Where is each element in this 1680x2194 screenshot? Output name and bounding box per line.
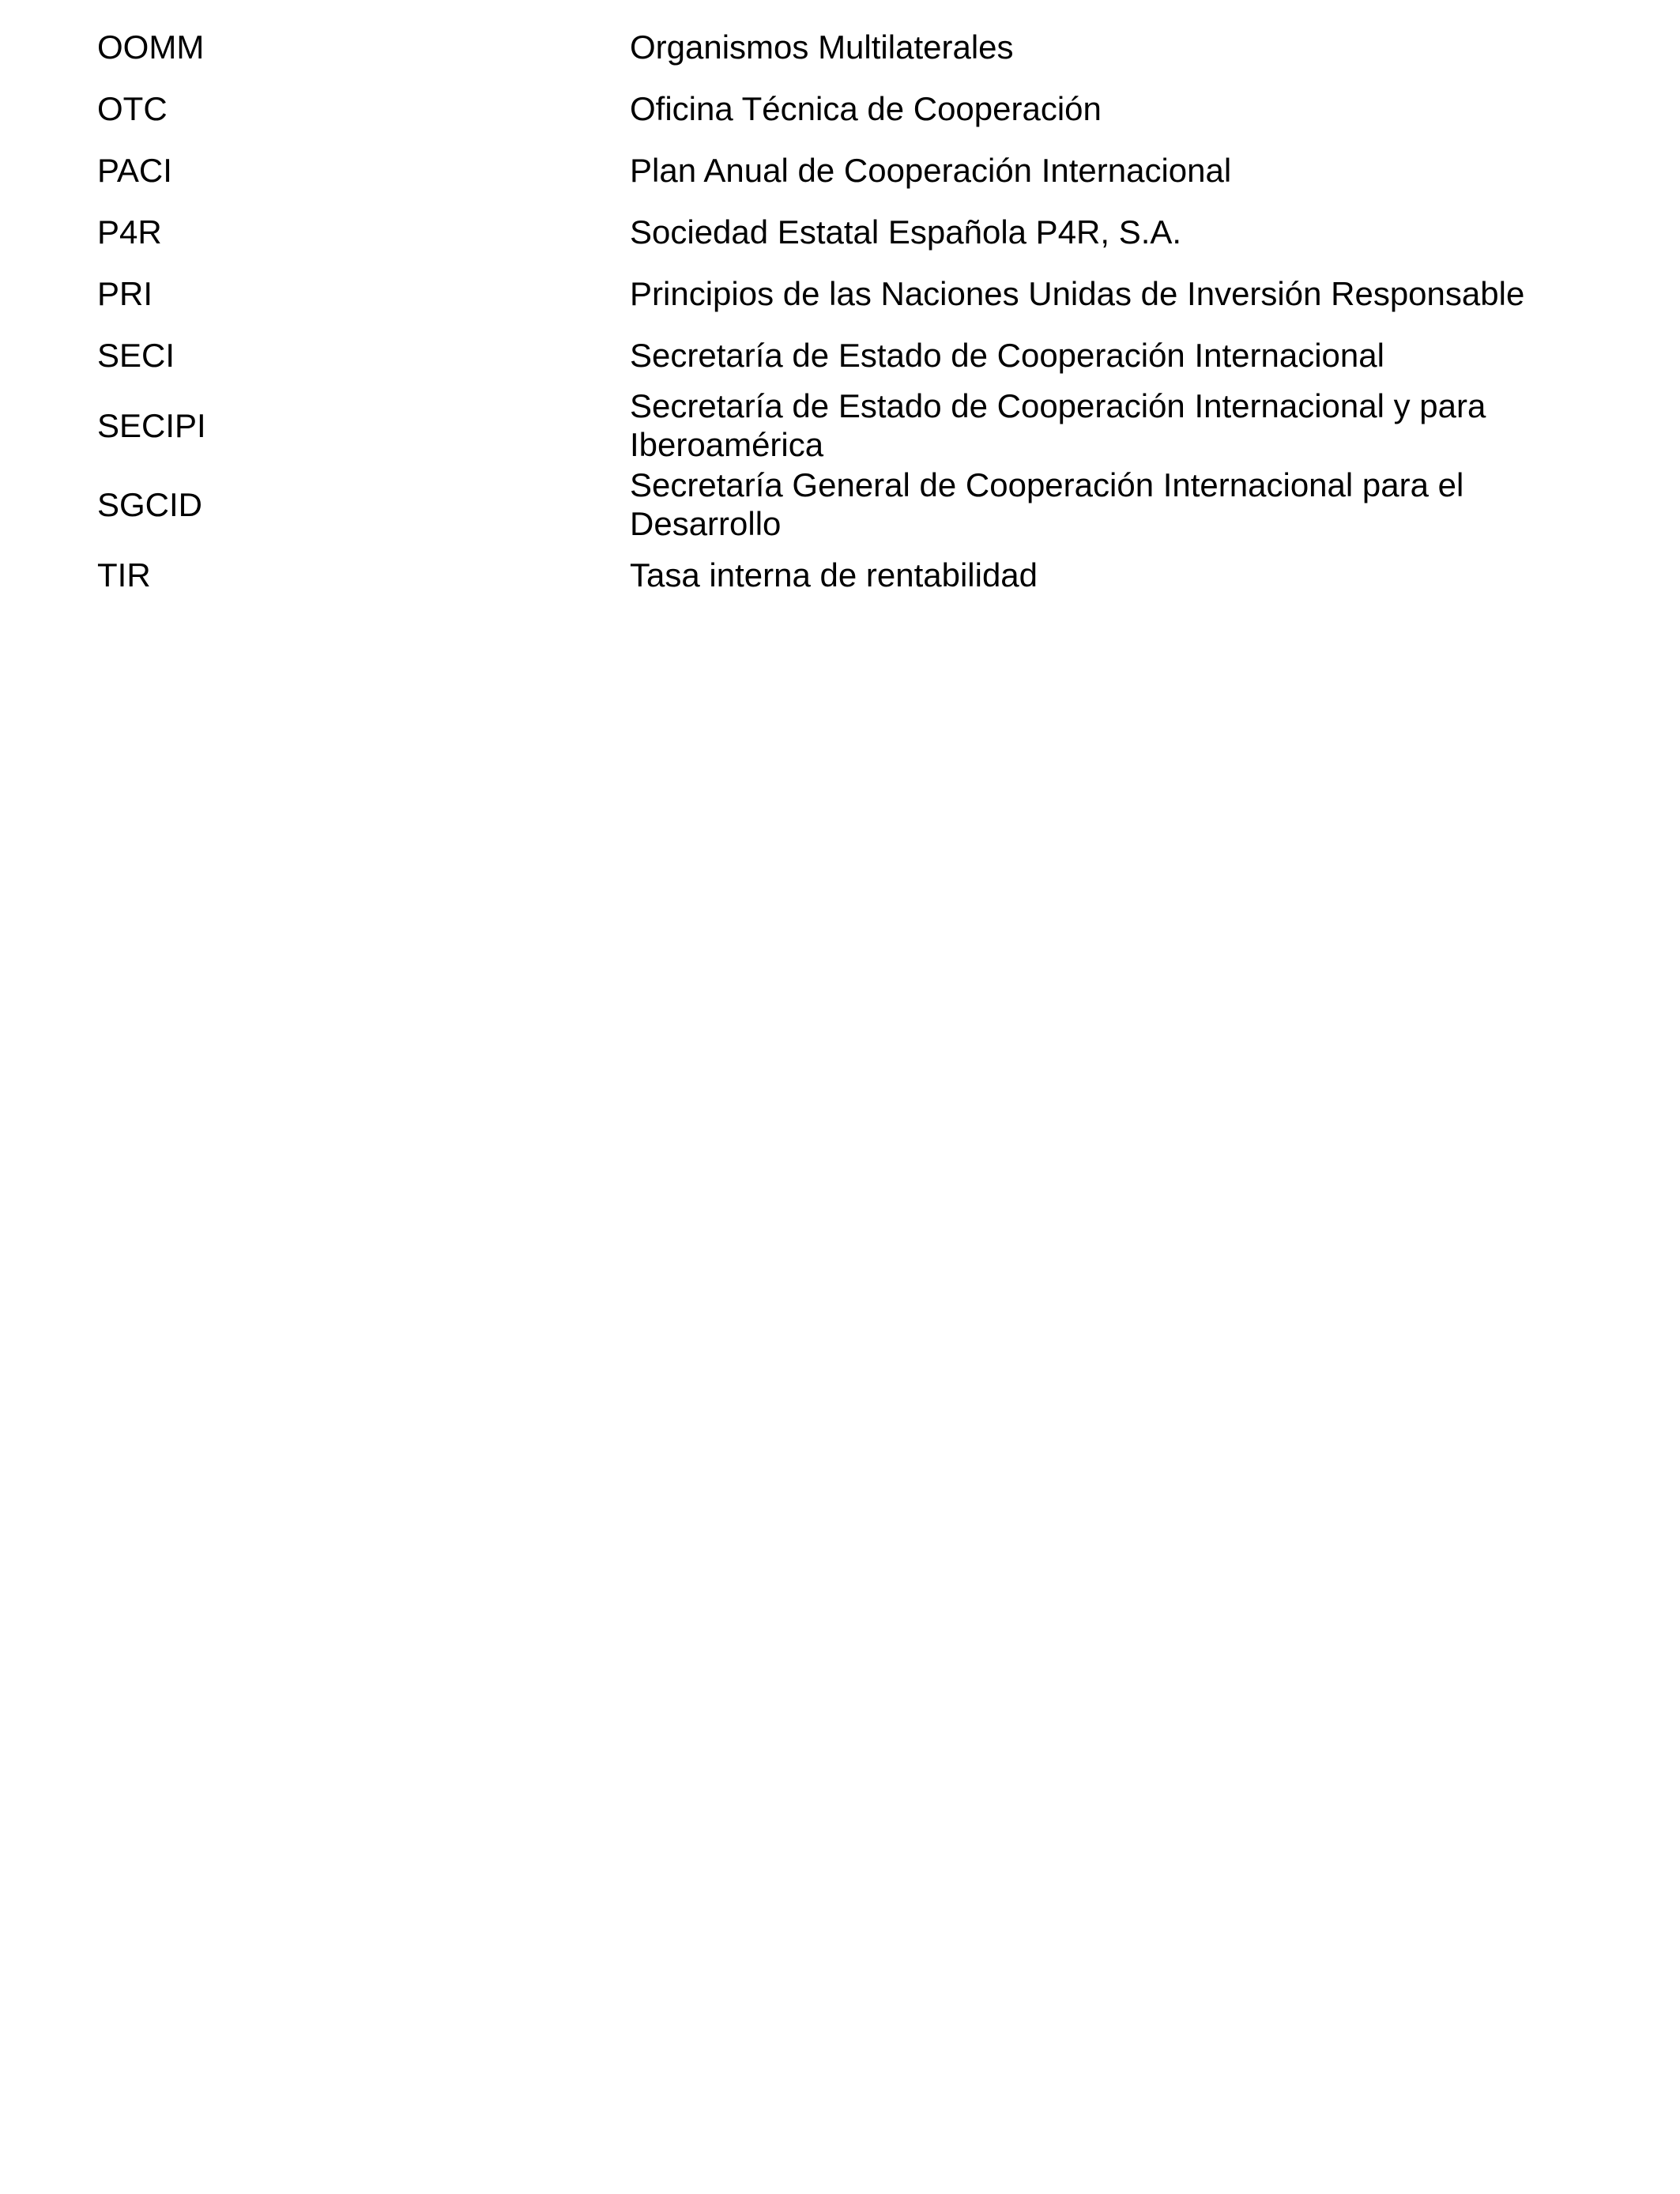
abbreviation-acronym: PACI <box>97 151 172 189</box>
abbreviation-acronym: SGCID <box>97 485 203 523</box>
abbreviation-row <box>97 324 1583 386</box>
abbreviation-meaning: Oficina Técnica de Cooperación <box>630 89 1102 127</box>
abbreviation-row <box>97 201 1583 262</box>
abbreviation-row <box>97 262 1583 324</box>
abbreviation-acronym: OTC <box>97 89 168 127</box>
abbreviation-acronym: PRI <box>97 274 153 312</box>
abbreviation-meaning: Sociedad Estatal Española P4R, S.A. <box>630 213 1182 251</box>
abbreviation-acronym: SECIPI <box>97 406 206 444</box>
abbreviation-meaning: Secretaría General de Cooperación Internacional para el Desarrollo <box>630 466 1464 542</box>
abbreviation-meaning: Plan Anual de Cooperación Internacional <box>630 151 1232 189</box>
abbreviation-row <box>97 465 1583 544</box>
abbreviation-row <box>97 544 1583 605</box>
abbreviation-meaning: Secretaría de Estado de Cooperación Internacional y para Iberoamérica <box>630 387 1486 463</box>
abbreviation-meaning: Secretaría de Estado de Cooperación Internacional <box>630 336 1384 374</box>
abbreviation-acronym: SECI <box>97 336 175 374</box>
abbreviation-meaning: Tasa interna de rentabilidad <box>630 556 1038 594</box>
abbreviation-meaning: Principios de las Naciones Unidas de Inversión Responsable <box>630 274 1525 312</box>
abbreviation-acronym: OOMM <box>97 28 205 66</box>
abbreviation-meaning: Organismos Multilaterales <box>630 28 1014 66</box>
abbreviations-table <box>97 16 1583 605</box>
abbreviation-acronym: TIR <box>97 556 151 594</box>
abbreviation-row <box>97 386 1583 465</box>
abbreviation-row <box>97 77 1583 139</box>
abbreviation-row <box>97 139 1583 201</box>
abbreviation-acronym: P4R <box>97 213 162 251</box>
abbreviation-row <box>97 16 1583 77</box>
